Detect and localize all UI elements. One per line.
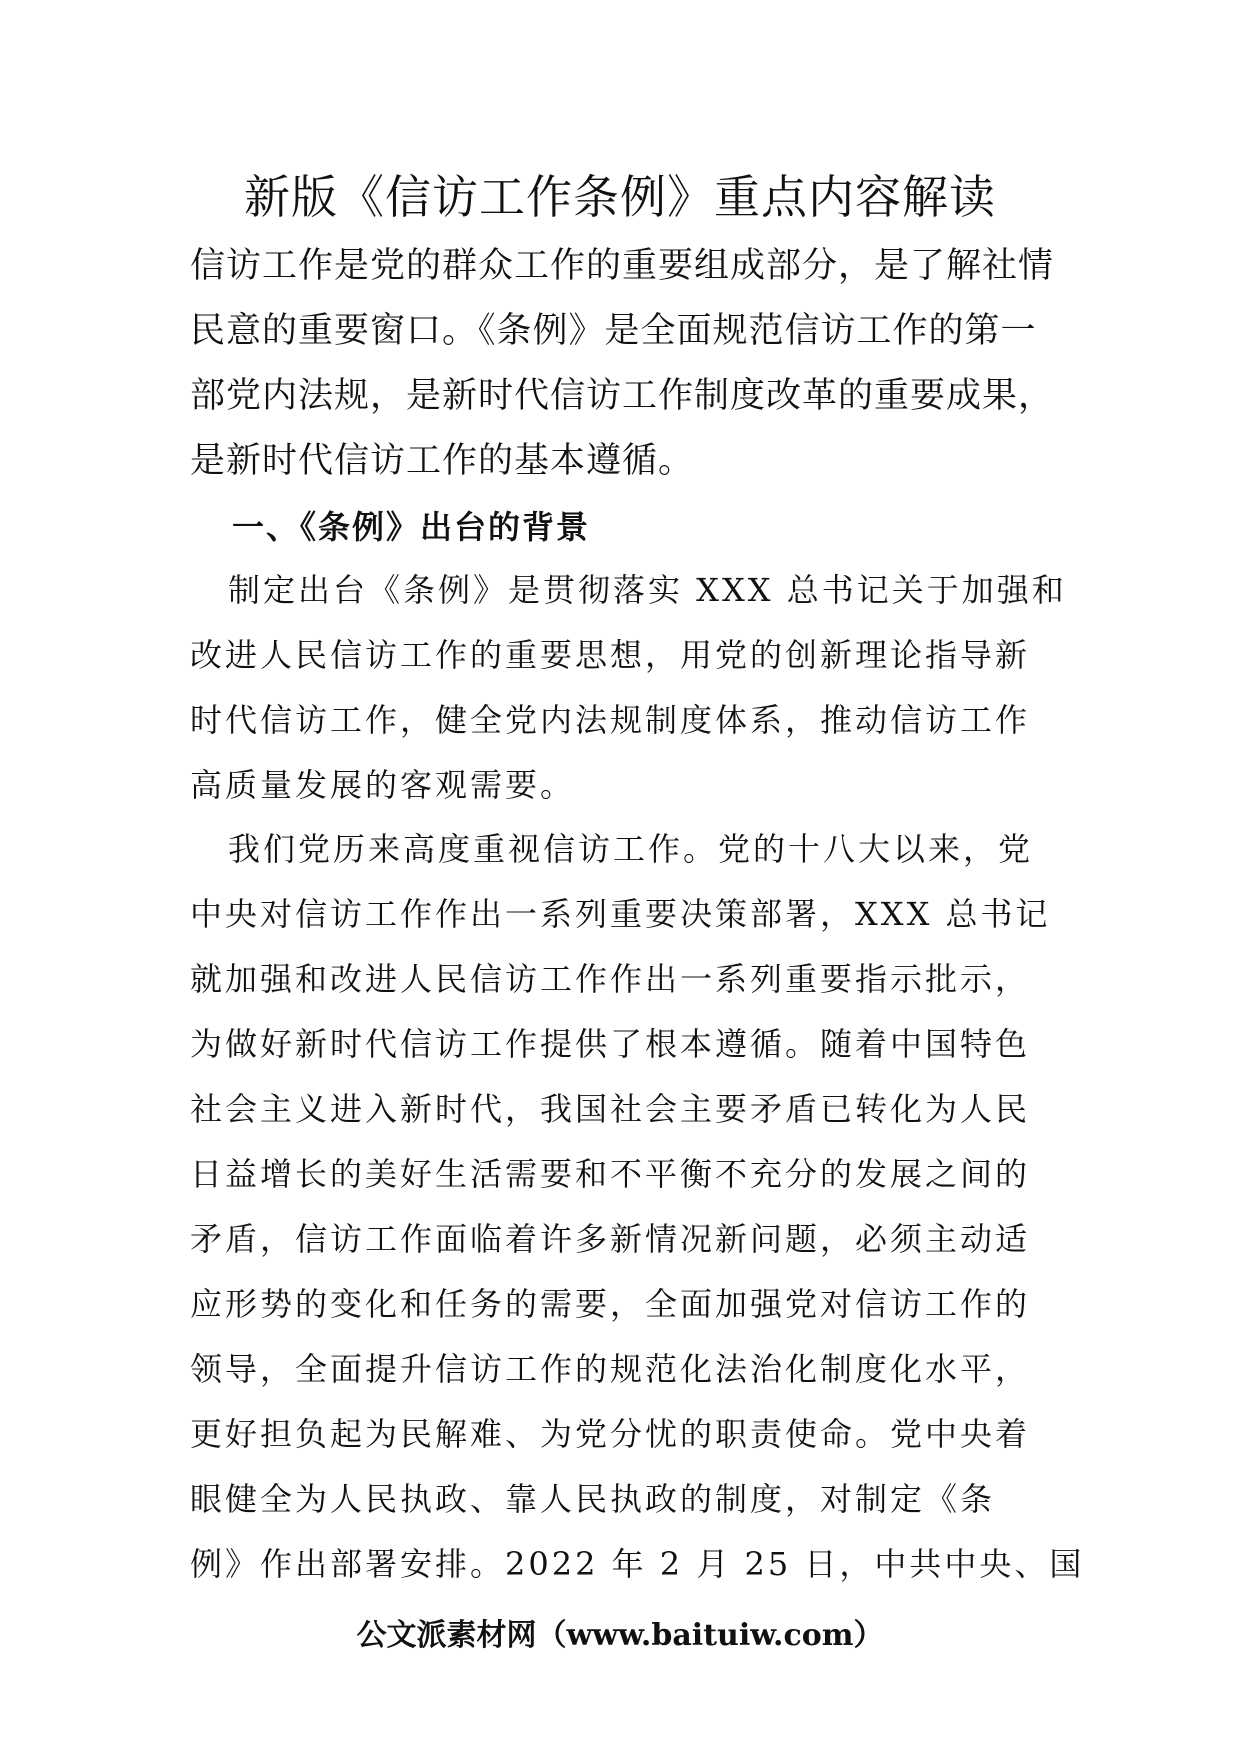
paragraph-line: 社会主义进入新时代，我国社会主要矛盾已转化为人民 — [190, 1090, 1031, 1128]
body-paragraph-2 — [190, 817, 1085, 1597]
paragraph-line: 更好担负起为民解难、为党分忧的职责使命。党中央着 — [190, 1415, 1031, 1453]
paragraph-line: 改进人民信访工作的重要思想，用党的创新理论指导新 — [190, 636, 1031, 674]
intro-line: 信访工作是党的群众工作的重要组成部分，是了解社情 — [190, 246, 1055, 286]
paragraph-line: 例》作出部署安排。2022 年 2 月 25 日，中共中央、国 — [190, 1545, 1085, 1583]
paragraph-line: 制定出台《条例》是贯彻落实 XXX 总书记关于加强和 — [228, 571, 1067, 609]
paragraph-line: 领导，全面提升信访工作的规范化法治化制度化水平， — [190, 1350, 1031, 1388]
paragraph-line: 矛盾，信访工作面临着许多新情况新问题，必须主动适 — [190, 1220, 1031, 1258]
paragraph-line: 时代信访工作，健全党内法规制度体系，推动信访工作 — [190, 701, 1031, 739]
body-paragraph-1 — [190, 558, 1067, 818]
paragraph-line: 为做好新时代信访工作提供了根本遵循。随着中国特色 — [190, 1025, 1031, 1063]
section-heading: 一、《条例》出台的背景 — [232, 508, 591, 546]
paragraph-line: 就加强和改进人民信访工作作出一系列重要指示批示， — [190, 960, 1031, 998]
paragraph-line: 眼健全为人民执政、靠人民执政的制度，对制定《条 — [190, 1480, 996, 1518]
intro-line: 民意的重要窗口。《条例》是全面规范信访工作的第一 — [190, 311, 1037, 351]
paragraph-line: 中央对信访工作作出一系列重要决策部署，XXX 总书记 — [190, 895, 1051, 933]
paragraph-line: 应形势的变化和任务的需要，全面加强党对信访工作的 — [190, 1285, 1031, 1323]
document-title: 新版《信访工作条例》重点内容解读 — [244, 170, 996, 224]
intro-line: 部党内法规，是新时代信访工作制度改革的重要成果， — [190, 376, 1055, 416]
intro-paragraph — [190, 234, 1060, 494]
paragraph-line: 高质量发展的客观需要。 — [190, 766, 576, 804]
page-footer: 公文派素材网（www.baituiw.com） — [356, 1618, 884, 1653]
paragraph-line: 日益增长的美好生活需要和不平衡不充分的发展之间的 — [190, 1155, 1031, 1193]
paragraph-line: 我们党历来高度重视信访工作。党的十八大以来，党 — [228, 830, 1034, 868]
intro-line: 是新时代信访工作的基本遵循。 — [190, 441, 695, 481]
